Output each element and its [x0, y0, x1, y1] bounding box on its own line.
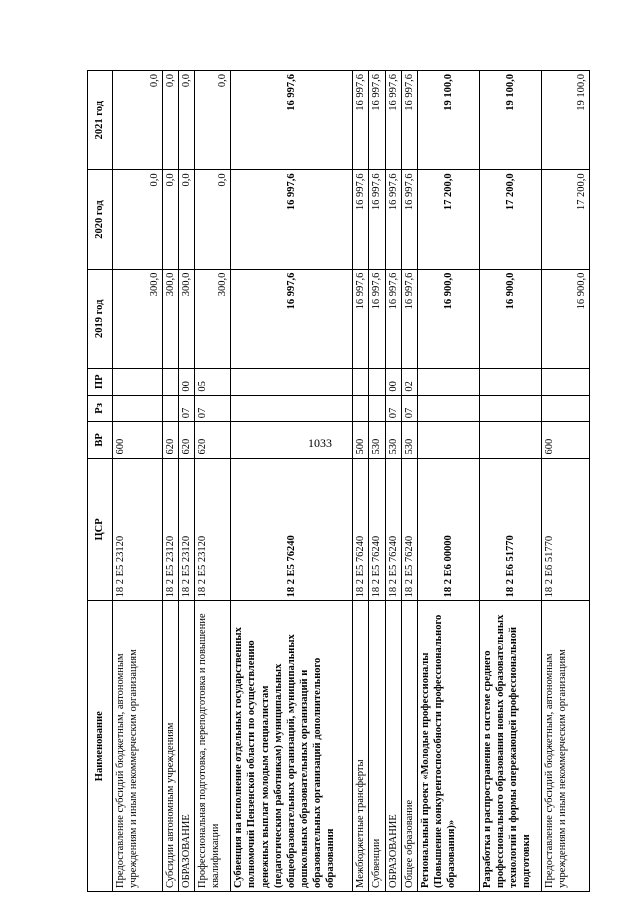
cell-rz — [231, 395, 353, 422]
cell-2019: 300,0 — [179, 269, 195, 368]
cell-csr: 18 2 E6 51770 — [541, 458, 589, 601]
cell-vr: 620 — [195, 422, 231, 458]
cell-rz: 07 — [385, 395, 401, 422]
cell-2021: 19 100,0 — [479, 71, 541, 170]
cell-csr: 18 2 E5 76240 — [231, 458, 353, 601]
cell-pr — [113, 368, 163, 395]
table-row — [541, 71, 589, 892]
cell-vr — [231, 422, 353, 458]
cell-2019: 16 997,6 — [231, 269, 353, 368]
cell-csr: 18 2 E6 51770 — [479, 458, 541, 601]
cell-pr — [163, 368, 179, 395]
cell-csr: 18 2 E5 76240 — [401, 458, 417, 601]
cell-rz — [353, 395, 369, 422]
cell-pr: 00 — [385, 368, 401, 395]
cell-pr: 02 — [401, 368, 417, 395]
cell-2019: 16 997,6 — [385, 269, 401, 368]
cell-2019: 16 900,0 — [479, 269, 541, 368]
cell-2020: 16 997,6 — [369, 170, 385, 269]
cell-2021: 0,0 — [163, 71, 179, 170]
cell-name: Профессиональная подготовка, переподготовка и повышение квалификации — [195, 601, 231, 892]
cell-rz — [113, 395, 163, 422]
cell-2020: 16 997,6 — [385, 170, 401, 269]
cell-vr: 530 — [369, 422, 385, 458]
cell-2020: 17 200,0 — [479, 170, 541, 269]
cell-name: ОБРАЗОВАНИЕ — [179, 601, 195, 892]
cell-2021: 0,0 — [113, 71, 163, 170]
budget-table — [87, 70, 590, 892]
cell-pr: 05 — [195, 368, 231, 395]
cell-csr: 18 2 E5 76240 — [353, 458, 369, 601]
cell-pr — [231, 368, 353, 395]
cell-pr — [479, 368, 541, 395]
cell-vr: 500 — [353, 422, 369, 458]
cell-2020: 16 997,6 — [231, 170, 353, 269]
table-row — [369, 71, 385, 892]
col-header-vr: ВР — [88, 422, 113, 458]
cell-vr: 530 — [401, 422, 417, 458]
cell-2021: 0,0 — [179, 71, 195, 170]
cell-2020: 0,0 — [179, 170, 195, 269]
cell-csr: 18 2 E5 23120 — [113, 458, 163, 601]
table-row — [179, 71, 195, 892]
rotated-page — [87, 70, 587, 892]
cell-2020: 16 997,6 — [401, 170, 417, 269]
cell-csr: 18 2 E5 23120 — [195, 458, 231, 601]
table-row — [417, 71, 479, 892]
table-row — [353, 71, 369, 892]
header-row — [88, 71, 113, 892]
cell-2020: 0,0 — [195, 170, 231, 269]
table-row — [195, 71, 231, 892]
cell-2019: 16 900,0 — [417, 269, 479, 368]
cell-pr: 00 — [179, 368, 195, 395]
cell-name: Субвенции — [369, 601, 385, 892]
cell-vr: 600 — [541, 422, 589, 458]
cell-pr — [541, 368, 589, 395]
cell-rz — [541, 395, 589, 422]
cell-name: Межбюджетные трансферты — [353, 601, 369, 892]
cell-name: ОБРАЗОВАНИЕ — [385, 601, 401, 892]
table-row — [163, 71, 179, 892]
table-row — [385, 71, 401, 892]
cell-rz: 07 — [179, 395, 195, 422]
table-row — [113, 71, 163, 892]
table-row — [231, 71, 353, 892]
cell-rz — [479, 395, 541, 422]
cell-name: Предоставление субсидий бюджетным, автономным учреждениям и иным некоммерческим организациям — [113, 601, 163, 892]
cell-csr: 18 2 E5 23120 — [163, 458, 179, 601]
cell-2021: 16 997,6 — [401, 71, 417, 170]
cell-name: Субсидии автономным учреждениям — [163, 601, 179, 892]
cell-csr: 18 2 E5 76240 — [385, 458, 401, 601]
cell-2019: 16 900,0 — [541, 269, 589, 368]
cell-csr: 18 2 E5 23120 — [179, 458, 195, 601]
cell-name: Субвенция на исполнение отдельных государственных полномочий Пензенской области по осуществлению денежных выплат молодым специалистам (педагогическим работникам) муниципальных общеобразовательных организаций, муниципальных дошкольных образовательных организаций и образовательных организаций дополнительного образования — [231, 601, 353, 892]
cell-rz — [369, 395, 385, 422]
cell-rz: 07 — [401, 395, 417, 422]
cell-vr — [417, 422, 479, 458]
cell-2021: 16 997,6 — [231, 71, 353, 170]
cell-2020: 0,0 — [113, 170, 163, 269]
table-row — [479, 71, 541, 892]
cell-name: Региональный проект «Молодые профессионалы (Повышение конкурентоспособности профессионального образования)» — [417, 601, 479, 892]
cell-name: Разработка и распространение в системе среднего профессионального образования новых образовательных технологий и формы опережающей профессиональной подготовки — [479, 601, 541, 892]
cell-2019: 16 997,6 — [353, 269, 369, 368]
cell-2021: 16 997,6 — [369, 71, 385, 170]
cell-name: Общее образование — [401, 601, 417, 892]
table-row — [401, 71, 417, 892]
cell-name: Предоставление субсидий бюджетным, автономным учреждениям и иным некоммерческим организациям — [541, 601, 589, 892]
cell-2020: 16 997,6 — [353, 170, 369, 269]
cell-2019: 16 997,6 — [401, 269, 417, 368]
cell-2021: 16 997,6 — [353, 71, 369, 170]
cell-vr: 530 — [385, 422, 401, 458]
cell-vr: 620 — [179, 422, 195, 458]
cell-2019: 300,0 — [195, 269, 231, 368]
cell-2021: 0,0 — [195, 71, 231, 170]
cell-rz — [163, 395, 179, 422]
cell-2020: 17 200,0 — [417, 170, 479, 269]
col-header-csr: ЦСР — [88, 458, 113, 601]
col-header-pr: ПР — [88, 368, 113, 395]
cell-2019: 16 997,6 — [369, 269, 385, 368]
cell-2020: 0,0 — [163, 170, 179, 269]
col-header-2019: 2019 год — [88, 269, 113, 368]
cell-2021: 19 100,0 — [541, 71, 589, 170]
cell-vr: 620 — [163, 422, 179, 458]
cell-rz — [417, 395, 479, 422]
cell-2021: 16 997,6 — [385, 71, 401, 170]
cell-2019: 300,0 — [113, 269, 163, 368]
cell-csr: 18 2 E6 00000 — [417, 458, 479, 601]
cell-2021: 19 100,0 — [417, 71, 479, 170]
col-header-rz: Рз — [88, 395, 113, 422]
cell-vr — [479, 422, 541, 458]
cell-vr: 600 — [113, 422, 163, 458]
cell-pr — [369, 368, 385, 395]
cell-2020: 17 200,0 — [541, 170, 589, 269]
col-header-2020: 2020 год — [88, 170, 113, 269]
col-header-name: Наименование — [88, 601, 113, 892]
col-header-2021: 2021 год — [88, 71, 113, 170]
cell-rz: 07 — [195, 395, 231, 422]
cell-pr — [417, 368, 479, 395]
cell-pr — [353, 368, 369, 395]
cell-2019: 300,0 — [163, 269, 179, 368]
cell-csr: 18 2 E5 76240 — [369, 458, 385, 601]
page-number: 1033 — [308, 436, 332, 450]
